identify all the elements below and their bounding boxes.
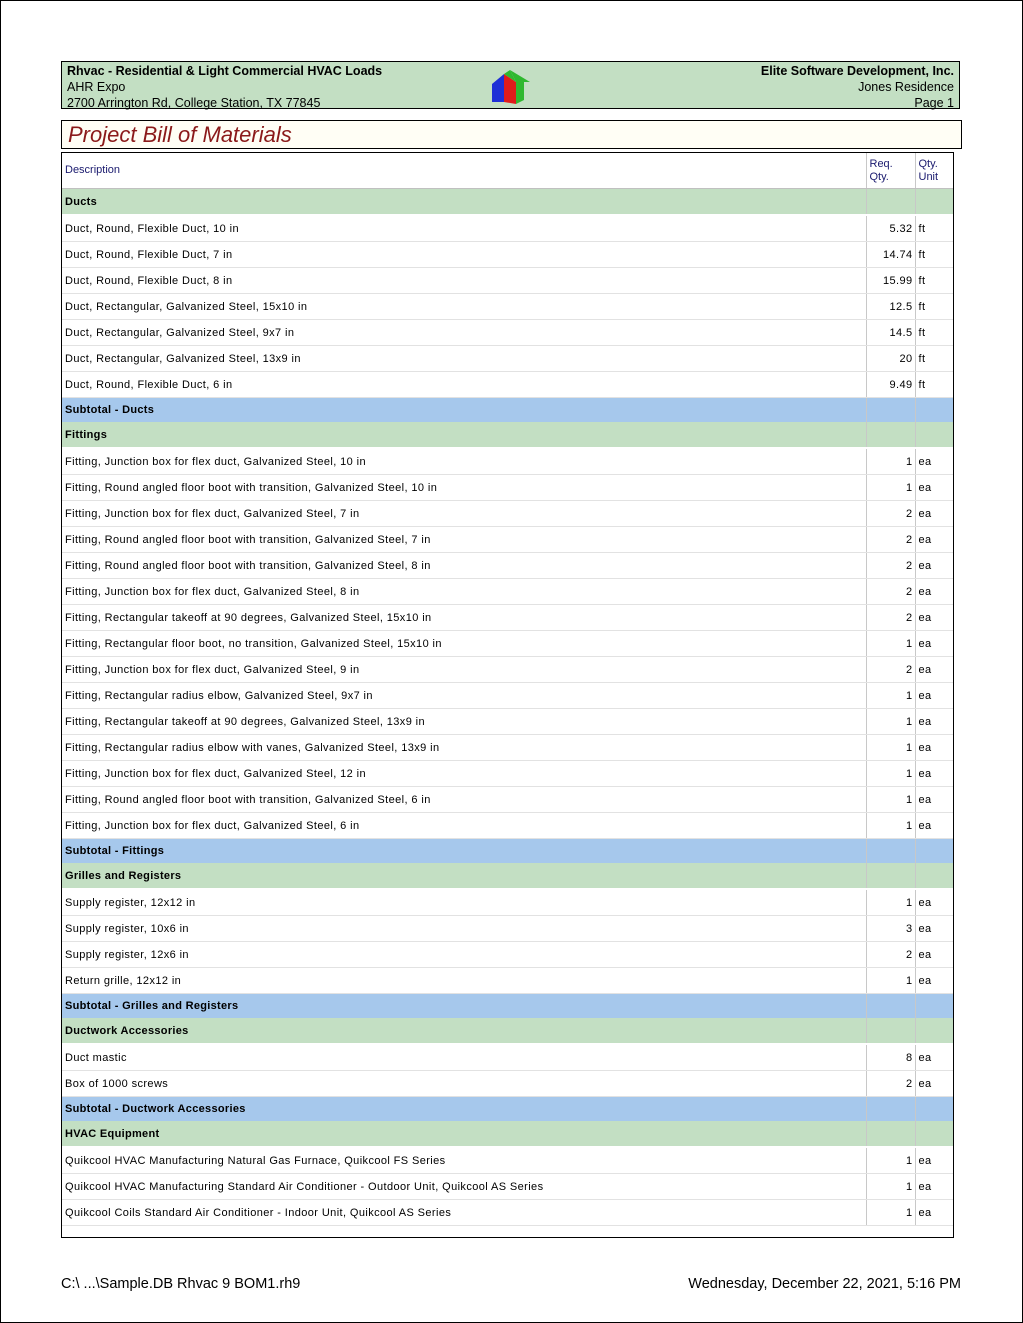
item-unit: ft [915,320,953,346]
item-quantity: 1 [866,709,915,735]
item-unit: ft [915,242,953,268]
subtotal-label: Subtotal - Ducts [62,398,866,423]
item-unit: ea [915,916,953,942]
item-quantity: 2 [866,579,915,605]
item-quantity: 1 [866,889,915,916]
table-row [62,761,953,787]
item-description: Fitting, Junction box for flex duct, Galvanized Steel, 9 in [62,657,866,683]
subtotal-row [62,839,953,864]
item-unit: ea [915,683,953,709]
item-unit: ea [915,813,953,839]
item-unit: ea [915,787,953,813]
item-quantity: 2 [866,657,915,683]
item-description: Supply register, 12x6 in [62,942,866,968]
table-row [62,787,953,813]
table-row [62,1071,953,1097]
item-quantity: 14.5 [866,320,915,346]
item-description: Fitting, Junction box for flex duct, Galvanized Steel, 6 in [62,813,866,839]
item-description: Fitting, Rectangular takeoff at 90 degrees, Galvanized Steel, 15x10 in [62,605,866,631]
item-description: Quikcool Coils Standard Air Conditioner - Indoor Unit, Quikcool AS Series [62,1200,866,1226]
item-description: Fitting, Round angled floor boot with transition, Galvanized Steel, 6 in [62,787,866,813]
table-row [62,268,953,294]
item-description: Fitting, Round angled floor boot with transition, Galvanized Steel, 10 in [62,475,866,501]
item-quantity: 9.49 [866,372,915,398]
item-description: Duct, Round, Flexible Duct, 10 in [62,215,866,242]
item-unit: ea [915,1200,953,1226]
item-unit: ea [915,1071,953,1097]
item-quantity: 2 [866,501,915,527]
item-quantity: 5.32 [866,215,915,242]
item-unit: ea [915,1044,953,1071]
item-quantity: 3 [866,916,915,942]
subtotal-row [62,1097,953,1122]
section-name: Ducts [62,189,866,216]
section-header-row [62,1121,953,1147]
table-row [62,448,953,475]
item-description: Quikcool HVAC Manufacturing Natural Gas Furnace, Quikcool FS Series [62,1147,866,1174]
table-row [62,735,953,761]
item-quantity: 1 [866,475,915,501]
item-unit: ea [915,631,953,657]
section-name: Ductwork Accessories [62,1018,866,1044]
table-row [62,968,953,994]
item-unit: ea [915,735,953,761]
section-name: Grilles and Registers [62,863,866,889]
item-description: Supply register, 12x12 in [62,889,866,916]
item-description: Duct mastic [62,1044,866,1071]
item-quantity: 1 [866,1200,915,1226]
item-description: Fitting, Rectangular radius elbow, Galvanized Steel, 9x7 in [62,683,866,709]
item-unit: ft [915,372,953,398]
item-unit: ft [915,294,953,320]
header-right [761,63,954,111]
item-description: Fitting, Junction box for flex duct, Galvanized Steel, 8 in [62,579,866,605]
table-row [62,605,953,631]
item-quantity: 12.5 [866,294,915,320]
item-unit: ea [915,448,953,475]
item-description: Fitting, Round angled floor boot with transition, Galvanized Steel, 7 in [62,527,866,553]
item-unit: ea [915,709,953,735]
item-quantity: 1 [866,1174,915,1200]
subtotal-label: Subtotal - Ductwork Accessories [62,1097,866,1122]
subtotal-label: Subtotal - Fittings [62,839,866,864]
table-row [62,657,953,683]
item-quantity: 1 [866,968,915,994]
table-row [62,553,953,579]
table-row [62,320,953,346]
table-row [62,346,953,372]
item-unit: ea [915,968,953,994]
section-header-row [62,863,953,889]
item-description: Fitting, Rectangular radius elbow with vanes, Galvanized Steel, 13x9 in [62,735,866,761]
subtotal-row [62,398,953,423]
item-quantity: 1 [866,1147,915,1174]
item-description: Return grille, 12x12 in [62,968,866,994]
item-quantity: 2 [866,553,915,579]
item-quantity: 2 [866,942,915,968]
table-row [62,1044,953,1071]
item-unit: ea [915,942,953,968]
col-header-qty-unit: Qty. Unit [915,153,953,189]
item-description: Supply register, 10x6 in [62,916,866,942]
report-header [61,61,960,109]
item-description: Duct, Rectangular, Galvanized Steel, 13x9 in [62,346,866,372]
item-unit: ea [915,1147,953,1174]
item-quantity: 14.74 [866,242,915,268]
project-name: Jones Residence [858,80,954,94]
item-unit: ea [915,553,953,579]
item-description: Box of 1000 screws [62,1071,866,1097]
house-logo-icon [490,70,532,106]
item-unit: ea [915,527,953,553]
item-description: Fitting, Junction box for flex duct, Galvanized Steel, 10 in [62,448,866,475]
subtotal-row [62,994,953,1019]
table-row [62,501,953,527]
table-row [62,631,953,657]
table-row [62,579,953,605]
table-row [62,813,953,839]
item-quantity: 8 [866,1044,915,1071]
table-row [62,916,953,942]
page-title: Project Bill of Materials [68,122,292,147]
table-row [62,372,953,398]
item-quantity: 1 [866,631,915,657]
company-line: AHR Expo [67,80,126,94]
section-name: Fittings [62,422,866,448]
item-quantity: 15.99 [866,268,915,294]
item-unit: ea [915,1174,953,1200]
item-unit: ea [915,579,953,605]
item-quantity: 2 [866,1071,915,1097]
table-row [62,294,953,320]
table-row [62,475,953,501]
section-header-row [62,422,953,448]
header-left [67,63,382,111]
bom-table [61,152,954,1238]
item-description: Duct, Round, Flexible Duct, 7 in [62,242,866,268]
subtotal-label: Subtotal - Grilles and Registers [62,994,866,1019]
item-unit: ea [915,761,953,787]
item-description: Fitting, Junction box for flex duct, Galvanized Steel, 7 in [62,501,866,527]
item-quantity: 2 [866,605,915,631]
item-description: Fitting, Junction box for flex duct, Galvanized Steel, 12 in [62,761,866,787]
item-quantity: 1 [866,761,915,787]
table-row [62,889,953,916]
item-unit: ft [915,346,953,372]
column-header-row [62,153,953,189]
col-header-description: Description [62,153,866,189]
item-unit: ea [915,501,953,527]
section-header-row [62,189,953,216]
table-row [62,709,953,735]
item-description: Duct, Rectangular, Galvanized Steel, 15x10 in [62,294,866,320]
table-row [62,683,953,709]
page-number: Page 1 [914,96,954,110]
program-name: Rhvac - Residential & Light Commercial HVAC Loads [67,64,383,78]
vendor-name: Elite Software Development, Inc. [760,64,954,78]
table-row [62,527,953,553]
footer-file-path: C:\ ...\Sample.DB Rhvac 9 BOM1.rh9 [61,1276,301,1292]
item-description: Duct, Round, Flexible Duct, 8 in [62,268,866,294]
table-row [62,1174,953,1200]
section-header-row [62,1018,953,1044]
item-description: Quikcool HVAC Manufacturing Standard Air Conditioner - Outdoor Unit, Quikcool AS Series [62,1174,866,1200]
table-row [62,1200,953,1226]
table-row [62,942,953,968]
item-description: Duct, Round, Flexible Duct, 6 in [62,372,866,398]
item-description: Fitting, Round angled floor boot with transition, Galvanized Steel, 8 in [62,553,866,579]
footer-timestamp: Wednesday, December 22, 2021, 5:16 PM [688,1276,961,1292]
col-header-req-qty: Req. Qty. [866,153,915,189]
item-quantity: 1 [866,813,915,839]
item-quantity: 1 [866,735,915,761]
item-description: Duct, Rectangular, Galvanized Steel, 9x7 in [62,320,866,346]
item-quantity: 1 [866,787,915,813]
item-unit: ea [915,657,953,683]
section-name: HVAC Equipment [62,1121,866,1147]
table-row [62,242,953,268]
item-unit: ft [915,268,953,294]
address-line: 2700 Arrington Rd, College Station, TX 77845 [67,96,321,110]
item-quantity: 1 [866,448,915,475]
item-quantity: 1 [866,683,915,709]
table-row [62,215,953,242]
item-quantity: 2 [866,527,915,553]
table-row [62,1147,953,1174]
report-title-box [61,120,962,149]
item-unit: ea [915,889,953,916]
item-unit: ea [915,605,953,631]
item-description: Fitting, Rectangular takeoff at 90 degrees, Galvanized Steel, 13x9 in [62,709,866,735]
item-unit: ea [915,475,953,501]
item-quantity: 20 [866,346,915,372]
item-description: Fitting, Rectangular floor boot, no transition, Galvanized Steel, 15x10 in [62,631,866,657]
item-unit: ft [915,215,953,242]
